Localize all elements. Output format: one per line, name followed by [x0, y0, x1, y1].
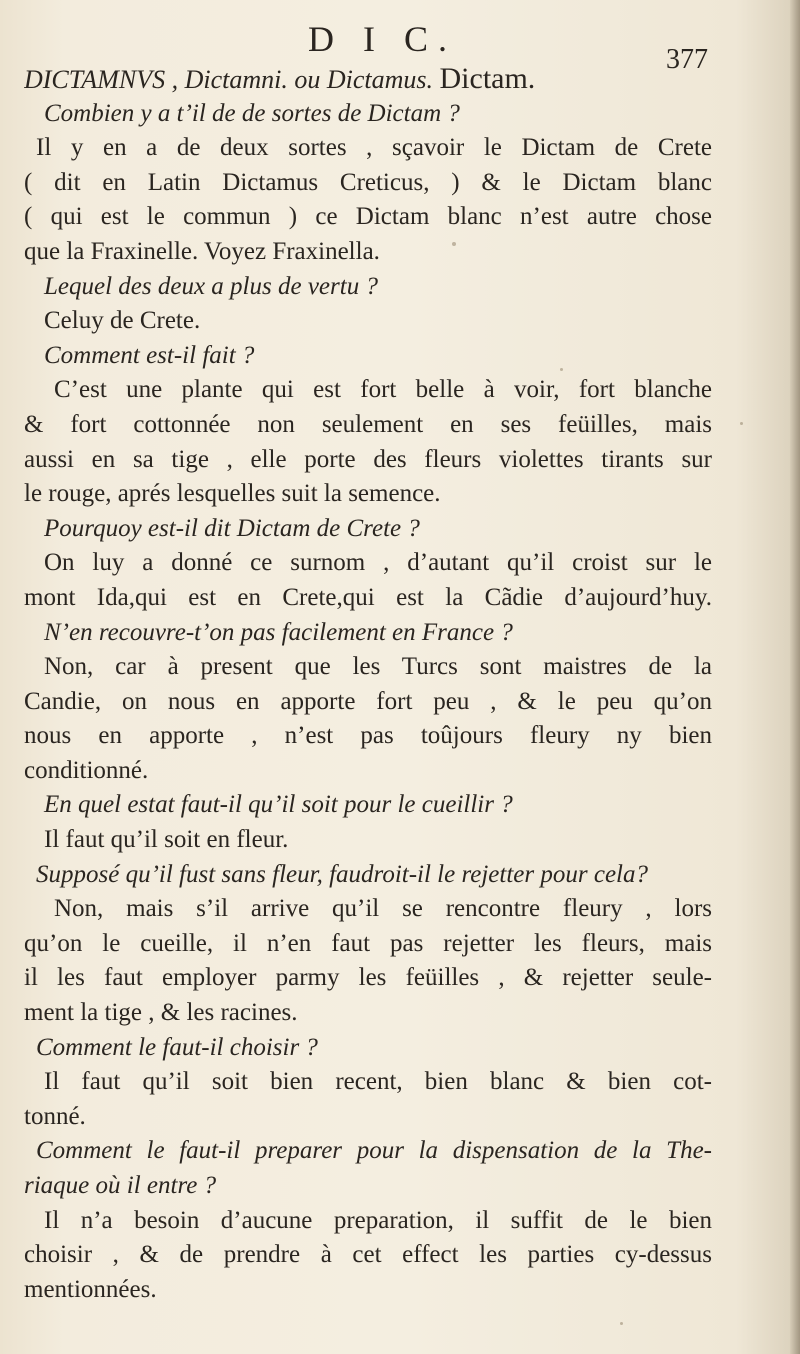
text-line: il les faut employer parmy les feüilles , & rejetter seule- [24, 964, 712, 992]
text-line: On luy a donné ce surnom , d’autant qu’il croist sur le [44, 549, 712, 577]
question-line: Combien y a t’il de de sortes de Dictam ? [44, 99, 460, 127]
text-line: choisir , & de prendre à cet effect les parties cy-dessus [24, 1241, 712, 1269]
text-line: tonné. [24, 1102, 86, 1130]
ink-speck [452, 242, 456, 246]
entry-headword [24, 62, 712, 97]
text-line: ( qui est le commun ) ce Dictam blanc n’est autre chose [24, 203, 712, 231]
question-line: Comment est-il fait ? [44, 341, 255, 369]
question-line: En quel estat faut-il qu’il soit pour le cueillir ? [44, 791, 513, 819]
text-line: mont Ida,qui est en Crete,qui est la Cãdie d’aujourd’huy. [24, 583, 712, 611]
ink-speck [620, 1322, 623, 1325]
headword-french: Dictam. [439, 62, 536, 95]
text-line: mentionnées. [24, 1275, 157, 1303]
text-line: le rouge, aprés lesquelles suit la semence. [24, 480, 441, 508]
answer-line: Il faut qu’il soit en fleur. [44, 826, 289, 854]
text-line: conditionné. [24, 756, 149, 784]
ink-speck [740, 422, 743, 425]
page-edge-shadow [790, 0, 800, 1354]
question-line: N’en recouvre-t’on pas facilement en France ? [44, 618, 513, 646]
text-line: Candie, on nous en apporte fort peu , & le peu qu’on [24, 687, 712, 715]
headword-latin: DICTAMNVS , Dictamni. ou Dictamus. [24, 65, 433, 94]
question-line: Comment le faut-il preparer pour la dispensation de la The- [36, 1137, 712, 1165]
question-line: Lequel des deux a plus de vertu ? [44, 272, 378, 300]
running-head [0, 18, 800, 75]
text-line: C’est une plante qui est fort belle à voir, fort blanche [54, 376, 712, 404]
question-line: Supposé qu’il fust sans fleur, faudroit-il le rejetter pour cela? [36, 860, 648, 888]
question-line: Pourquoy est-il dit Dictam de Crete ? [44, 514, 420, 542]
text-line: Il faut qu’il soit bien recent, bien blanc & bien cot- [44, 1068, 712, 1096]
text-line: ment la tige , & les racines. [24, 999, 298, 1027]
answer-line: Celuy de Crete. [44, 307, 201, 335]
question-line: Comment le faut-il choisir ? [36, 1033, 318, 1061]
page-number: 377 [666, 44, 708, 75]
running-head-section: D I C. [308, 19, 457, 59]
text-line: Non, mais s’il arrive qu’il se rencontre fleury , lors [54, 895, 712, 923]
page-body [24, 62, 712, 1307]
text-line: qu’on le cueille, il n’en faut pas rejetter les fleurs, mais [24, 929, 712, 957]
ink-speck [560, 368, 563, 371]
text-line: Non, car à present que les Turcs sont maistres de la [44, 653, 712, 681]
text-line: & fort cottonnée non seulement en ses feüilles, mais [24, 410, 712, 438]
question-line: riaque où il entre ? [24, 1172, 217, 1199]
text-line: que la Fraxinelle. Voyez Fraxinella. [24, 237, 380, 265]
text-line: ( dit en Latin Dictamus Creticus, ) & le Dictam blanc [24, 168, 712, 196]
text-line: nous en apporte , n’est pas toûjours fleury ny bien [24, 722, 712, 750]
text-line: aussi en sa tige , elle porte des fleurs violettes tirants sur [24, 445, 712, 473]
text-line: Il y en a de deux sortes , sçavoir le Dictam de Crete [36, 134, 712, 162]
text-line: Il n’a besoin d’aucune preparation, il suffit de le bien [44, 1206, 712, 1234]
